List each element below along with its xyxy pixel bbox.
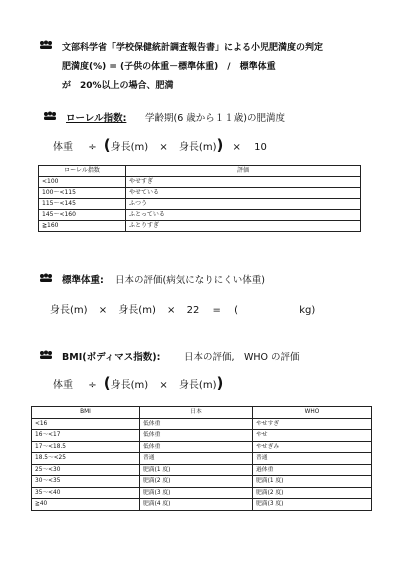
people-icon: [43, 111, 57, 121]
formula-height-1: 身長(m): [110, 380, 149, 391]
table-cell: やせぎみ: [253, 441, 372, 453]
col-header: 評価: [126, 166, 361, 177]
table-row: [32, 418, 372, 430]
table-row: [39, 221, 361, 232]
intro-line-1: 文部科学省「学校保健統計調査報告書」による小児肥満度の判定: [62, 43, 324, 53]
table-row: [39, 199, 361, 210]
formula-times: ×: [159, 380, 168, 391]
table-cell: ふとりすぎ: [126, 221, 361, 232]
intro-line-2: 肥満度(%) = (子供の体重－標準体重) / 標準体重: [62, 62, 276, 72]
formula-const: 10: [254, 142, 267, 153]
table-cell: 115～<145: [39, 199, 126, 210]
formula-weight: 体重: [53, 380, 73, 391]
formula-times-1: ×: [98, 305, 108, 316]
table-row: [32, 441, 372, 453]
table-cell: ふとっている: [126, 210, 361, 221]
rohrer-title: ローレル指数:: [66, 113, 127, 124]
open-paren: (: [103, 136, 111, 154]
table-row: [32, 499, 372, 511]
table-cell: 17～<18.5: [32, 441, 140, 453]
formula-const: 22: [186, 305, 200, 316]
table-cell: 145～<160: [39, 210, 126, 221]
table-cell: やせ: [253, 430, 372, 442]
open-paren: (: [103, 374, 111, 392]
rohrer-formula: [53, 136, 267, 154]
bmi-title: BMI(ボディマス指数):: [62, 352, 161, 363]
table-cell: 低体重: [140, 441, 253, 453]
formula-height-1: 身長(m): [50, 305, 88, 316]
table-row: [32, 464, 372, 476]
close-paren: ): [216, 374, 224, 392]
standard-subtitle: 日本の評価(病気になりにくい体重): [115, 275, 265, 286]
table-row: [32, 430, 372, 442]
standard-formula: [50, 301, 315, 316]
bmi-formula: [53, 374, 223, 392]
table-row: [39, 210, 361, 221]
formula-weight: 体重: [53, 142, 73, 153]
table-cell: 25～<30: [32, 464, 140, 476]
table-cell: 30～<35: [32, 476, 140, 488]
table-row: [32, 487, 372, 499]
formula-times-2: ×: [167, 305, 176, 316]
table-header-row: [32, 407, 372, 419]
intro-line-3: が 20%以上の場合、肥満: [62, 81, 174, 91]
table-cell: 肥満(2 度): [140, 476, 253, 488]
formula-times-1: ×: [159, 142, 168, 153]
table-cell: やせすぎ: [126, 177, 361, 188]
table-cell: 肥満(1 度): [140, 464, 253, 476]
close-paren: ): [216, 136, 224, 154]
table-cell: ≧160: [39, 221, 126, 232]
people-icon: [39, 350, 53, 360]
formula-divide: ÷: [88, 380, 97, 391]
table-cell: 低体重: [140, 430, 253, 442]
table-cell: 低体重: [140, 418, 253, 430]
table-cell: 普通: [253, 453, 372, 465]
table-cell: 35～<40: [32, 487, 140, 499]
table-cell: 肥満(3 度): [253, 499, 372, 511]
table-cell: <100: [39, 177, 126, 188]
table-row: [32, 476, 372, 488]
table-cell: ≧40: [32, 499, 140, 511]
formula-times-2: ×: [232, 142, 241, 153]
table-row: [39, 188, 361, 199]
col-header: 日本: [140, 407, 253, 419]
rohrer-table: [38, 165, 361, 232]
table-cell: 肥満(2 度): [253, 487, 372, 499]
table-cell: やせすぎ: [253, 418, 372, 430]
table-cell: 普通: [140, 453, 253, 465]
people-icon: [39, 273, 53, 283]
standard-title: 標準体重:: [62, 275, 104, 286]
table-cell: 肥満(1 度): [253, 476, 372, 488]
table-cell: 100～<115: [39, 188, 126, 199]
table-cell: 過体重: [253, 464, 372, 476]
rohrer-subtitle: 学齢期(6 歳から１１歳)の肥満度: [145, 113, 285, 124]
table-cell: やせている: [126, 188, 361, 199]
formula-divide: ÷: [88, 142, 97, 153]
formula-height-1: 身長(m): [110, 142, 149, 153]
formula-equals: =: [212, 305, 221, 316]
formula-height-2: 身長(m): [178, 142, 217, 153]
formula-height-2: 身長(m): [178, 380, 217, 391]
formula-open-paren: (: [234, 305, 239, 316]
table-cell: ふつう: [126, 199, 361, 210]
table-row: [32, 453, 372, 465]
table-cell: 18.5～<25: [32, 453, 140, 465]
bmi-subtitle: 日本の評価, WHO の評価: [184, 352, 300, 363]
table-cell: 肥満(3 度): [140, 487, 253, 499]
table-header-row: [39, 166, 361, 177]
formula-height-2: 身長(m): [118, 305, 156, 316]
people-icon: [39, 40, 53, 50]
bmi-table: [31, 406, 372, 511]
col-header: BMI: [32, 407, 140, 419]
table-cell: 16～<17: [32, 430, 140, 442]
table-cell: <16: [32, 418, 140, 430]
formula-unit: kg): [299, 305, 316, 316]
col-header: WHO: [253, 407, 372, 419]
col-header: ローレル指数: [39, 166, 126, 177]
table-cell: 肥満(4 度): [140, 499, 253, 511]
table-row: [39, 177, 361, 188]
